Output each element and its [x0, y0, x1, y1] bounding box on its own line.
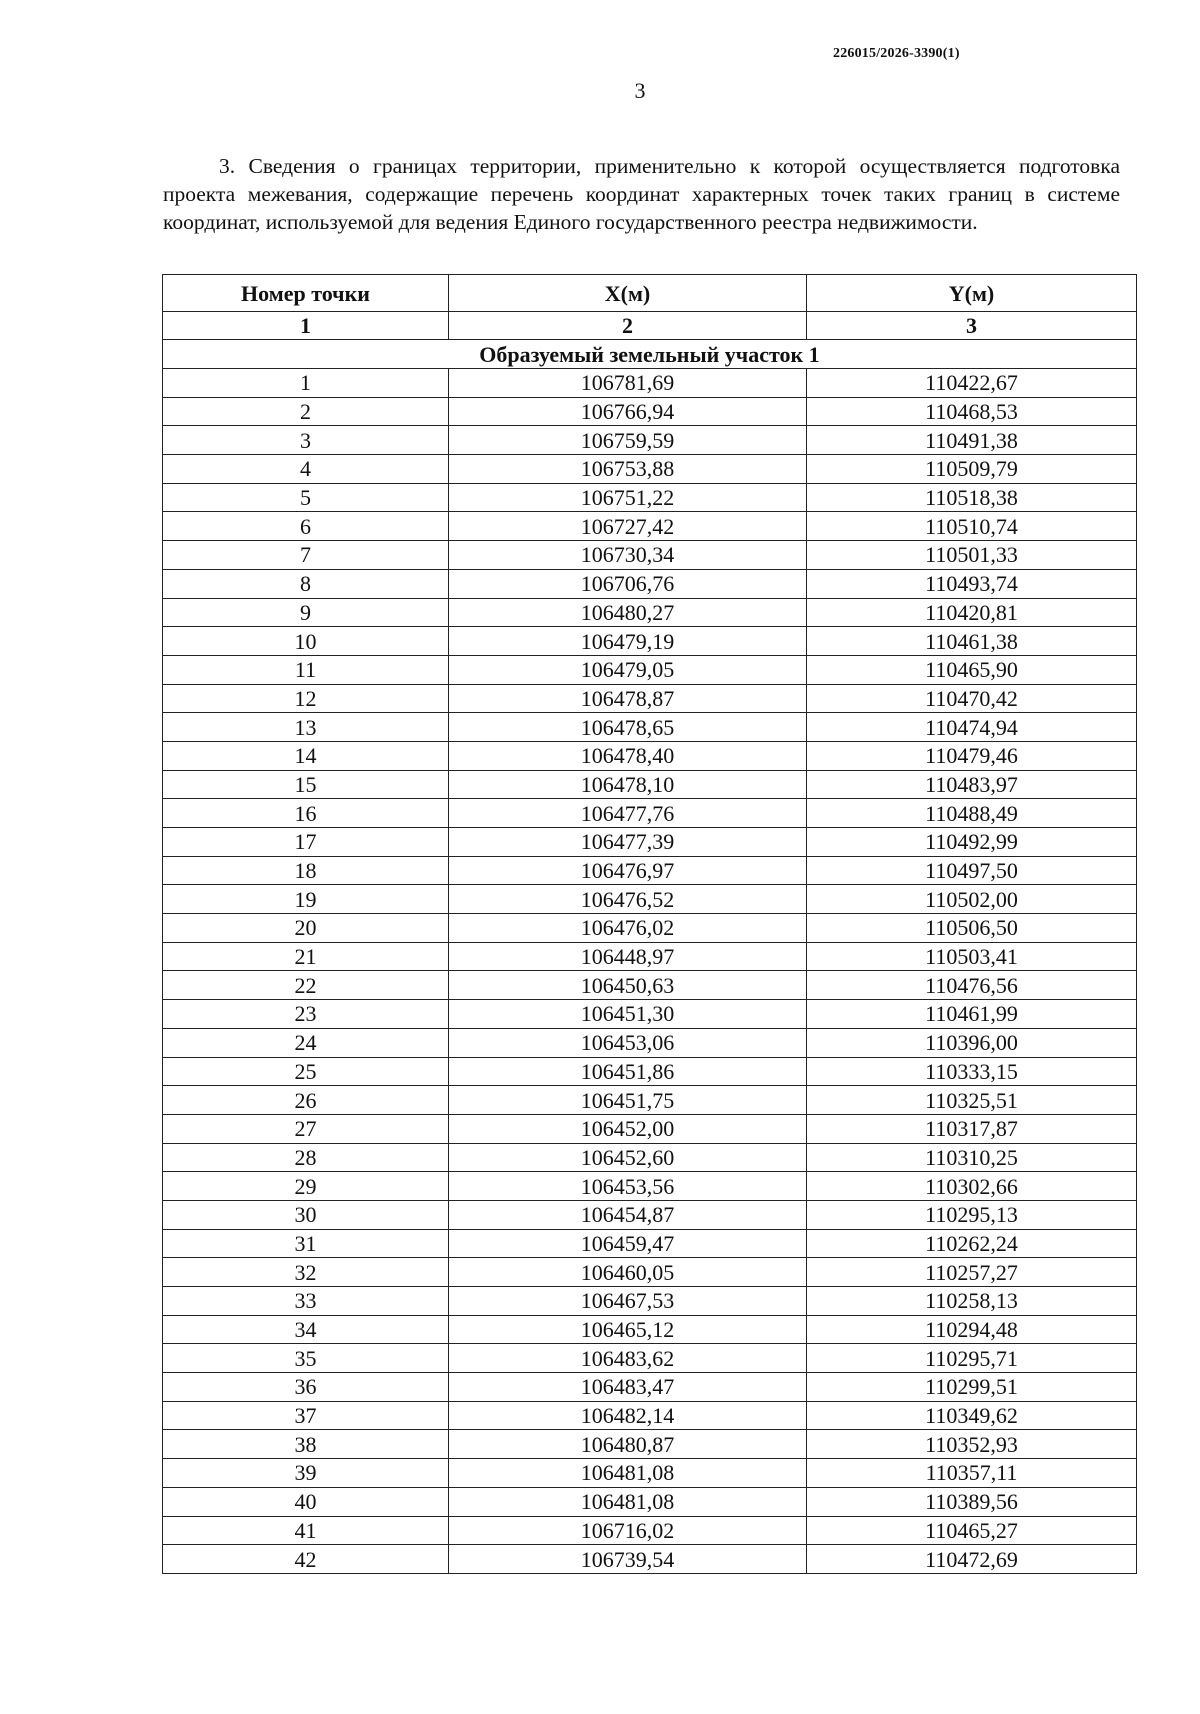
point-number-cell: 3 [163, 426, 449, 455]
y-coordinate-cell: 110474,94 [807, 713, 1137, 742]
point-number-cell: 30 [163, 1200, 449, 1229]
x-coordinate-cell: 106727,42 [449, 512, 807, 541]
point-number-cell: 21 [163, 942, 449, 971]
point-number-cell: 6 [163, 512, 449, 541]
x-coordinate-cell: 106759,59 [449, 426, 807, 455]
table-row [163, 369, 1137, 398]
section-title-row [163, 340, 1137, 369]
y-coordinate-cell: 110479,46 [807, 741, 1137, 770]
header-point-number: Номер точки [163, 275, 449, 312]
table-row [163, 541, 1137, 570]
x-coordinate-cell: 106479,19 [449, 627, 807, 656]
y-coordinate-cell: 110483,97 [807, 770, 1137, 799]
x-coordinate-cell: 106481,08 [449, 1459, 807, 1488]
y-coordinate-cell: 110389,56 [807, 1487, 1137, 1516]
table-row [163, 397, 1137, 426]
x-coordinate-cell: 106481,08 [449, 1487, 807, 1516]
point-number-cell: 35 [163, 1344, 449, 1373]
table-row [163, 1545, 1137, 1574]
y-coordinate-cell: 110472,69 [807, 1545, 1137, 1574]
table-row [163, 684, 1137, 713]
table-row [163, 1287, 1137, 1316]
y-coordinate-cell: 110491,38 [807, 426, 1137, 455]
y-coordinate-cell: 110470,42 [807, 684, 1137, 713]
table-row [163, 1028, 1137, 1057]
point-number-cell: 1 [163, 369, 449, 398]
header-y: Y(м) [807, 275, 1137, 312]
table-row [163, 627, 1137, 656]
table-row [163, 713, 1137, 742]
x-coordinate-cell: 106739,54 [449, 1545, 807, 1574]
x-coordinate-cell: 106453,06 [449, 1028, 807, 1057]
table-row [163, 1114, 1137, 1143]
table-row [163, 1200, 1137, 1229]
y-coordinate-cell: 110488,49 [807, 799, 1137, 828]
x-coordinate-cell: 106448,97 [449, 942, 807, 971]
table-row [163, 885, 1137, 914]
x-coordinate-cell: 106478,10 [449, 770, 807, 799]
point-number-cell: 34 [163, 1315, 449, 1344]
table-row [163, 1258, 1137, 1287]
y-coordinate-cell: 110262,24 [807, 1229, 1137, 1258]
x-coordinate-cell: 106483,62 [449, 1344, 807, 1373]
y-coordinate-cell: 110310,25 [807, 1143, 1137, 1172]
point-number-cell: 31 [163, 1229, 449, 1258]
table-row [163, 1516, 1137, 1545]
intro-paragraph: 3. Сведения о границах территории, применительно к которой осуществляется подготовка проекта межевания, содержащие перечень координат характерных точек таких границ в системе координат, используемой для ведения Единого государственного реестра недвижимости. [163, 153, 1120, 234]
x-coordinate-cell: 106451,75 [449, 1086, 807, 1115]
point-number-cell: 8 [163, 569, 449, 598]
x-coordinate-cell: 106459,47 [449, 1229, 807, 1258]
point-number-cell: 7 [163, 541, 449, 570]
coordinates-table [162, 274, 1137, 1574]
y-coordinate-cell: 110294,48 [807, 1315, 1137, 1344]
x-coordinate-cell: 106781,69 [449, 369, 807, 398]
table-row [163, 455, 1137, 484]
table-row [163, 1172, 1137, 1201]
point-number-cell: 26 [163, 1086, 449, 1115]
point-number-cell: 15 [163, 770, 449, 799]
y-coordinate-cell: 110465,27 [807, 1516, 1137, 1545]
x-coordinate-cell: 106467,53 [449, 1287, 807, 1316]
point-number-cell: 4 [163, 455, 449, 484]
table-row [163, 856, 1137, 885]
point-number-cell: 14 [163, 741, 449, 770]
table-row [163, 512, 1137, 541]
x-coordinate-cell: 106477,39 [449, 828, 807, 857]
table-row [163, 1373, 1137, 1402]
point-number-cell: 23 [163, 1000, 449, 1029]
y-coordinate-cell: 110503,41 [807, 942, 1137, 971]
y-coordinate-cell: 110349,62 [807, 1401, 1137, 1430]
table-row [163, 942, 1137, 971]
point-number-cell: 29 [163, 1172, 449, 1201]
table-row [163, 799, 1137, 828]
y-coordinate-cell: 110396,00 [807, 1028, 1137, 1057]
x-coordinate-cell: 106730,34 [449, 541, 807, 570]
y-coordinate-cell: 110510,74 [807, 512, 1137, 541]
point-number-cell: 33 [163, 1287, 449, 1316]
table-row [163, 914, 1137, 943]
point-number-cell: 24 [163, 1028, 449, 1057]
column-number-3: 3 [807, 312, 1137, 340]
point-number-cell: 36 [163, 1373, 449, 1402]
table-row [163, 1487, 1137, 1516]
y-coordinate-cell: 110502,00 [807, 885, 1137, 914]
y-coordinate-cell: 110461,99 [807, 1000, 1137, 1029]
x-coordinate-cell: 106478,87 [449, 684, 807, 713]
table-row [163, 1057, 1137, 1086]
y-coordinate-cell: 110509,79 [807, 455, 1137, 484]
y-coordinate-cell: 110420,81 [807, 598, 1137, 627]
point-number-cell: 19 [163, 885, 449, 914]
table-row [163, 1344, 1137, 1373]
point-number-cell: 10 [163, 627, 449, 656]
x-coordinate-cell: 106480,87 [449, 1430, 807, 1459]
y-coordinate-cell: 110492,99 [807, 828, 1137, 857]
x-coordinate-cell: 106482,14 [449, 1401, 807, 1430]
y-coordinate-cell: 110295,13 [807, 1200, 1137, 1229]
x-coordinate-cell: 106460,05 [449, 1258, 807, 1287]
x-coordinate-cell: 106753,88 [449, 455, 807, 484]
point-number-cell: 32 [163, 1258, 449, 1287]
x-coordinate-cell: 106706,76 [449, 569, 807, 598]
x-coordinate-cell: 106480,27 [449, 598, 807, 627]
x-coordinate-cell: 106476,02 [449, 914, 807, 943]
y-coordinate-cell: 110325,51 [807, 1086, 1137, 1115]
column-number-row [163, 312, 1137, 340]
point-number-cell: 12 [163, 684, 449, 713]
point-number-cell: 40 [163, 1487, 449, 1516]
y-coordinate-cell: 110422,67 [807, 369, 1137, 398]
table-row [163, 1459, 1137, 1488]
point-number-cell: 9 [163, 598, 449, 627]
y-coordinate-cell: 110476,56 [807, 971, 1137, 1000]
x-coordinate-cell: 106478,40 [449, 741, 807, 770]
point-number-cell: 20 [163, 914, 449, 943]
y-coordinate-cell: 110497,50 [807, 856, 1137, 885]
y-coordinate-cell: 110333,15 [807, 1057, 1137, 1086]
table-row [163, 971, 1137, 1000]
table-row [163, 483, 1137, 512]
header-x: X(м) [449, 275, 807, 312]
y-coordinate-cell: 110302,66 [807, 1172, 1137, 1201]
y-coordinate-cell: 110465,90 [807, 655, 1137, 684]
table-row [163, 1401, 1137, 1430]
point-number-cell: 11 [163, 655, 449, 684]
table-row [163, 1229, 1137, 1258]
point-number-cell: 42 [163, 1545, 449, 1574]
y-coordinate-cell: 110501,33 [807, 541, 1137, 570]
point-number-cell: 38 [163, 1430, 449, 1459]
column-number-1: 1 [163, 312, 449, 340]
x-coordinate-cell: 106450,63 [449, 971, 807, 1000]
x-coordinate-cell: 106478,65 [449, 713, 807, 742]
x-coordinate-cell: 106451,86 [449, 1057, 807, 1086]
point-number-cell: 17 [163, 828, 449, 857]
point-number-cell: 27 [163, 1114, 449, 1143]
point-number-cell: 41 [163, 1516, 449, 1545]
y-coordinate-cell: 110468,53 [807, 397, 1137, 426]
point-number-cell: 16 [163, 799, 449, 828]
section-title: Образуемый земельный участок 1 [163, 340, 1137, 369]
point-number-cell: 25 [163, 1057, 449, 1086]
table-row [163, 1315, 1137, 1344]
y-coordinate-cell: 110299,51 [807, 1373, 1137, 1402]
table-row [163, 828, 1137, 857]
x-coordinate-cell: 106451,30 [449, 1000, 807, 1029]
y-coordinate-cell: 110506,50 [807, 914, 1137, 943]
x-coordinate-cell: 106452,00 [449, 1114, 807, 1143]
y-coordinate-cell: 110317,87 [807, 1114, 1137, 1143]
point-number-cell: 28 [163, 1143, 449, 1172]
point-number-cell: 39 [163, 1459, 449, 1488]
table-row [163, 741, 1137, 770]
table-row [163, 1000, 1137, 1029]
point-number-cell: 5 [163, 483, 449, 512]
x-coordinate-cell: 106479,05 [449, 655, 807, 684]
x-coordinate-cell: 106766,94 [449, 397, 807, 426]
x-coordinate-cell: 106454,87 [449, 1200, 807, 1229]
point-number-cell: 18 [163, 856, 449, 885]
table-row [163, 569, 1137, 598]
table-row [163, 655, 1137, 684]
table-row [163, 1086, 1137, 1115]
x-coordinate-cell: 106476,97 [449, 856, 807, 885]
document-registration-number: 226015/2026-3390(1) [833, 46, 960, 61]
x-coordinate-cell: 106716,02 [449, 1516, 807, 1545]
y-coordinate-cell: 110518,38 [807, 483, 1137, 512]
y-coordinate-cell: 110461,38 [807, 627, 1137, 656]
table-header-row [163, 275, 1137, 312]
column-number-2: 2 [449, 312, 807, 340]
x-coordinate-cell: 106477,76 [449, 799, 807, 828]
x-coordinate-cell: 106452,60 [449, 1143, 807, 1172]
x-coordinate-cell: 106751,22 [449, 483, 807, 512]
y-coordinate-cell: 110357,11 [807, 1459, 1137, 1488]
y-coordinate-cell: 110257,27 [807, 1258, 1137, 1287]
table-row [163, 770, 1137, 799]
point-number-cell: 22 [163, 971, 449, 1000]
y-coordinate-cell: 110295,71 [807, 1344, 1137, 1373]
table-row [163, 426, 1137, 455]
table-row [163, 598, 1137, 627]
y-coordinate-cell: 110352,93 [807, 1430, 1137, 1459]
point-number-cell: 13 [163, 713, 449, 742]
point-number-cell: 37 [163, 1401, 449, 1430]
x-coordinate-cell: 106476,52 [449, 885, 807, 914]
point-number-cell: 2 [163, 397, 449, 426]
x-coordinate-cell: 106465,12 [449, 1315, 807, 1344]
table-row [163, 1430, 1137, 1459]
table-row [163, 1143, 1137, 1172]
y-coordinate-cell: 110258,13 [807, 1287, 1137, 1316]
x-coordinate-cell: 106483,47 [449, 1373, 807, 1402]
x-coordinate-cell: 106453,56 [449, 1172, 807, 1201]
page-number: 3 [634, 78, 646, 103]
y-coordinate-cell: 110493,74 [807, 569, 1137, 598]
